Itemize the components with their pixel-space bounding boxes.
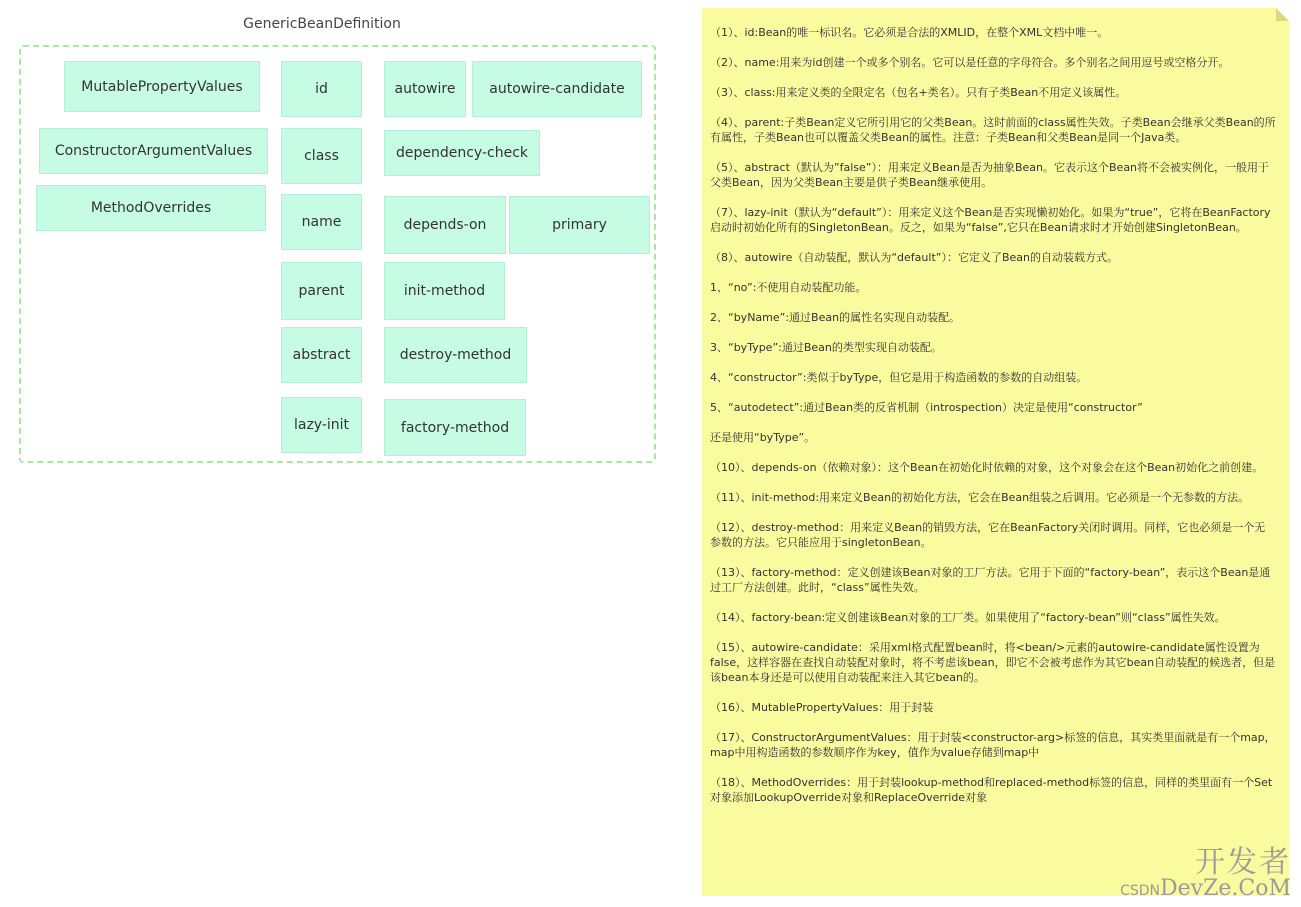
note-line: （8）、autowire（自动装配，默认为“default”）：它定义了Bean的自动装载方式。	[710, 251, 1118, 264]
note-text	[710, 25, 1276, 805]
note-line: （4）、parent:子类Bean定义它所引用它的父类Bean。这时前面的class属性失效。子类Bean会继承父类Bean的所有属性，子类Bean也可以覆盖父类Bean的属性。注意：子类Bean和父类Bean是同一个Java类。	[710, 116, 1276, 144]
note-line: （1）、id:Bean的唯一标识名。它必须是合法的XMLID，在整个XML文档中唯一。	[710, 26, 1109, 39]
box-name: name	[281, 194, 362, 250]
note-line: （17）、ConstructorArgumentValues：用于封装<constructor-arg>标签的信息，其实类里面就是有一个map，map中用构造函数的参数顺序作为key，值作为value存储到map中	[710, 731, 1276, 759]
box-autowire-candidate: autowire-candidate	[472, 61, 642, 117]
note-line: （3）、class:用来定义类的全限定名（包名+类名）。只有子类Bean不用定义该属性。	[710, 86, 1127, 99]
note-line: 4、“constructor”:类似于byType，但它是用于构造函数的参数的自动组装。	[710, 371, 1088, 384]
box-constructor-argument-values: ConstructorArgumentValues	[39, 128, 268, 174]
note-line: 5、“autodetect”:通过Bean类的反省机制（introspection）决定是使用“constructor”	[710, 401, 1143, 414]
note-line: （14）、factory-bean:定义创建该Bean对象的工厂类。如果使用了“factory-bean”则“class”属性失效。	[710, 611, 1226, 624]
note-fold-corner	[1276, 8, 1289, 21]
box-destroy-method: destroy-method	[384, 327, 527, 383]
note-line: （2）、name:用来为id创建一个或多个别名。它可以是任意的字母符合。多个别名之间用逗号或空格分开。	[710, 56, 1230, 69]
note-line: （5）、abstract（默认为”false”）：用来定义Bean是否为抽象Bean。它表示这个Bean将不会被实例化，一般用于父类Bean，因为父类Bean主要是供子类Bean继承使用。	[710, 161, 1270, 189]
note-line: 还是使用“byType”。	[710, 431, 816, 444]
box-method-overrides: MethodOverrides	[36, 185, 266, 231]
note-line: （18）、MethodOverrides：用于封装lookup-method和replaced-method标签的信息，同样的类里面有一个Set对象添加LookupOverride对象和ReplaceOverride对象	[710, 776, 1273, 804]
note-line: 1、“no”:不使用自动装配功能。	[710, 281, 867, 294]
watermark-csdn: CSDN	[1120, 883, 1160, 899]
box-autowire: autowire	[384, 61, 466, 117]
box-depends-on: depends-on	[384, 196, 506, 254]
note-line: （13）、factory-method：定义创建该Bean对象的工厂方法。它用于下面的“factory-bean”，表示这个Bean是通过工厂方法创建。此时，“class”属性失效。	[710, 566, 1271, 594]
watermark-devze: DevZe.CoM	[1160, 876, 1291, 901]
note-line: （11）、init-method:用来定义Bean的初始化方法，它会在Bean组装之后调用。它必须是一个无参数的方法。	[710, 491, 1250, 504]
diagram-title: GenericBeanDefinition	[243, 16, 401, 32]
note-line: 3、“byType”:通过Bean的类型实现自动装配。	[710, 341, 942, 354]
box-id: id	[281, 61, 362, 117]
watermark-top: 开发者	[1195, 845, 1291, 880]
watermark	[1120, 847, 1291, 901]
note-line: （7）、lazy-init（默认为“default”）：用来定义这个Bean是否实现懒初始化。如果为“true”，它将在BeanFactory启动时初始化所有的SingletonBean。反之，如果为“false”,它只在Bean请求时才开始创建SingletonBean。	[710, 206, 1271, 234]
note-line: （10）、depends-on（依赖对象）：这个Bean在初始化时依赖的对象，这个对象会在这个Bean初始化之前创建。	[710, 461, 1264, 474]
box-dependency-check: dependency-check	[384, 130, 540, 176]
box-init-method: init-method	[384, 262, 505, 320]
box-lazy-init: lazy-init	[281, 397, 362, 453]
note-line: 2、“byName”:通过Bean的属性名实现自动装配。	[710, 311, 961, 324]
box-mutable-property-values: MutablePropertyValues	[64, 61, 260, 112]
note-line: （15）、autowire-candidate：采用xml格式配置bean时，将<bean/>元素的autowire-candidate属性设置为false，这样容器在查找自动装配对象时，将不考虑该bean，即它不会被考虑作为其它bean自动装配的候选者，但是该bean本身还是可以使用自动装配来注入其它bean的。	[710, 641, 1276, 684]
box-primary: primary	[509, 196, 650, 254]
box-factory-method: factory-method	[384, 399, 526, 456]
box-abstract: abstract	[281, 327, 362, 383]
watermark-bottom	[1120, 876, 1291, 901]
note-line: （16）、MutablePropertyValues：用于封装	[710, 701, 934, 714]
note-line: （12）、destroy-method：用来定义Bean的销毁方法，它在BeanFactory关闭时调用。同样，它也必须是一个无参数的方法。它只能应用于singletonBean。	[710, 521, 1266, 549]
box-class: class	[281, 128, 362, 184]
box-parent: parent	[281, 262, 362, 320]
